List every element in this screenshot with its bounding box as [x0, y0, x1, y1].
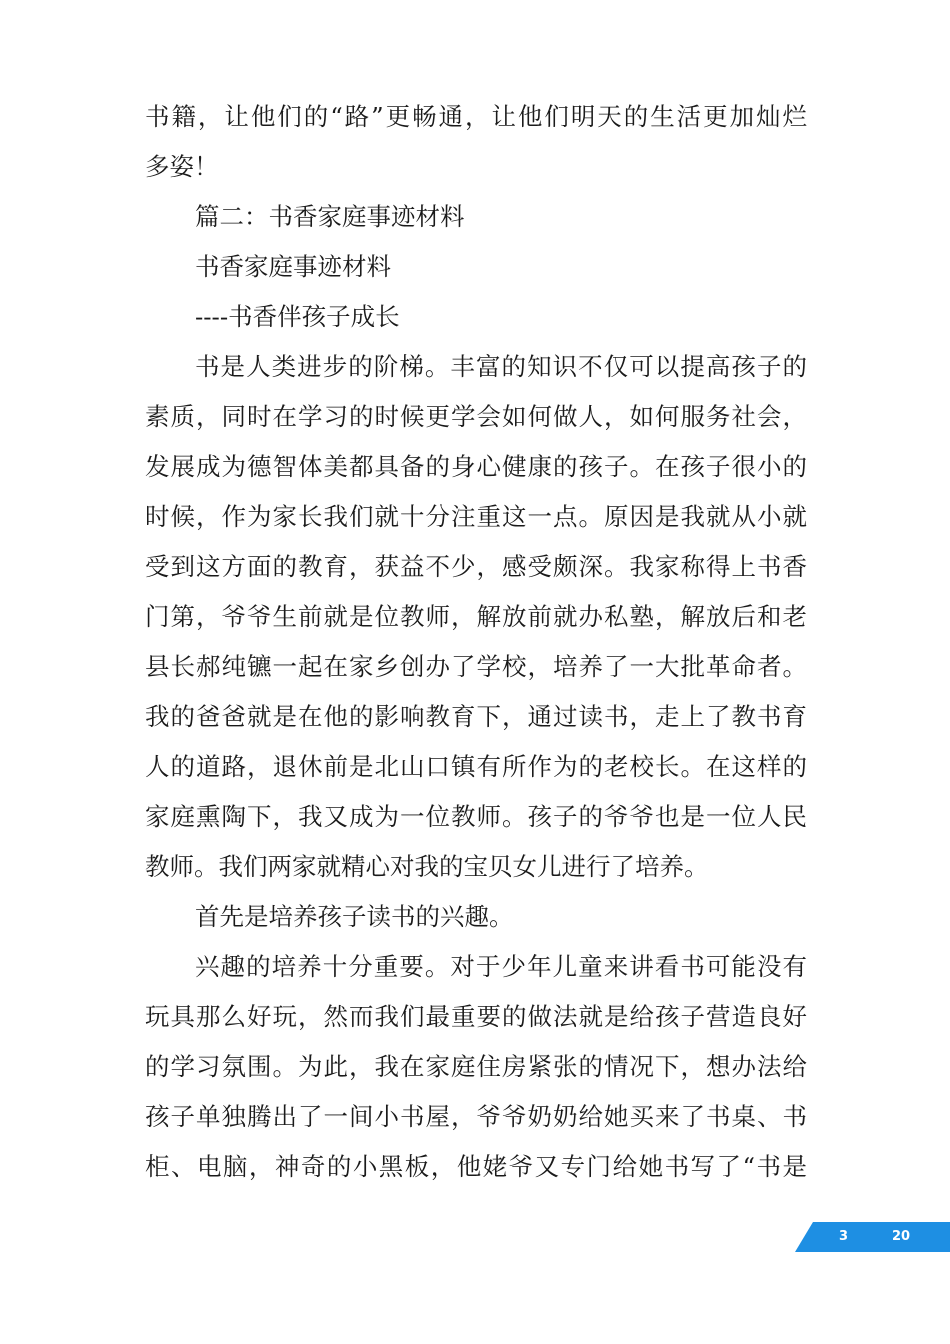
text-line: 县长郝纯镳一起在家乡创办了学校，培养了一大批革命者。 [145, 652, 807, 681]
text-line: 多姿！ [145, 152, 219, 181]
text-line: 我的爸爸就是在他的影响教育下，通过读书，走上了教书育 [145, 702, 807, 731]
text-line: 柜、电脑，神奇的小黑板，他姥爷又专门给她书写了“书是 [145, 1152, 807, 1181]
article-title: 书香家庭事迹材料 [195, 252, 391, 281]
text-line: 的学习氛围。为此，我在家庭住房紧张的情况下，想办法给 [145, 1052, 807, 1081]
text-line: 教师。我们两家就精心对我的宝贝女儿进行了培养。 [145, 852, 709, 881]
text-line: 发展成为德智体美都具备的身心健康的孩子。在孩子很小的 [145, 452, 807, 481]
text-line: 首先是培养孩子读书的兴趣。 [195, 902, 514, 931]
text-line: 人的道路，退休前是北山口镇有所作为的老校长。在这样的 [145, 752, 807, 781]
text-line: 门第，爷爷生前就是位教师，解放前就办私塾，解放后和老 [145, 602, 807, 631]
text-line: 受到这方面的教育，获益不少，感受颇深。我家称得上书香 [145, 552, 807, 581]
text-line: 玩具那么好玩，然而我们最重要的做法就是给孩子营造良好 [145, 1002, 807, 1031]
text-line: 时候，作为家长我们就十分注重这一点。原因是我就从小就 [145, 502, 807, 531]
text-line: 素质，同时在学习的时候更学会如何做人，如何服务社会， [145, 402, 807, 431]
text-line: 兴趣的培养十分重要。对于少年儿童来讲看书可能没有 [195, 952, 807, 981]
article-subtitle: ----书香伴孩子成长 [195, 302, 400, 331]
text-line: 家庭熏陶下，我又成为一位教师。孩子的爷爷也是一位人民 [145, 802, 807, 831]
text-line: 书籍，让他们的“路”更畅通，让他们明天的生活更加灿烂 [145, 102, 807, 131]
text-line: 孩子单独腾出了一间小书屋，爷爷奶奶给她买来了书桌、书 [145, 1102, 807, 1131]
section-heading: 篇二：书香家庭事迹材料 [195, 202, 465, 231]
page-badge-shape [795, 1222, 950, 1252]
page-total-number: 20 [892, 1229, 911, 1244]
document-body [145, 92, 807, 1192]
text-line: 书是人类进步的阶梯。丰富的知识不仅可以提高孩子的 [195, 352, 807, 381]
page-current-number: 3 [839, 1229, 849, 1244]
page-number-badge [795, 1222, 950, 1252]
